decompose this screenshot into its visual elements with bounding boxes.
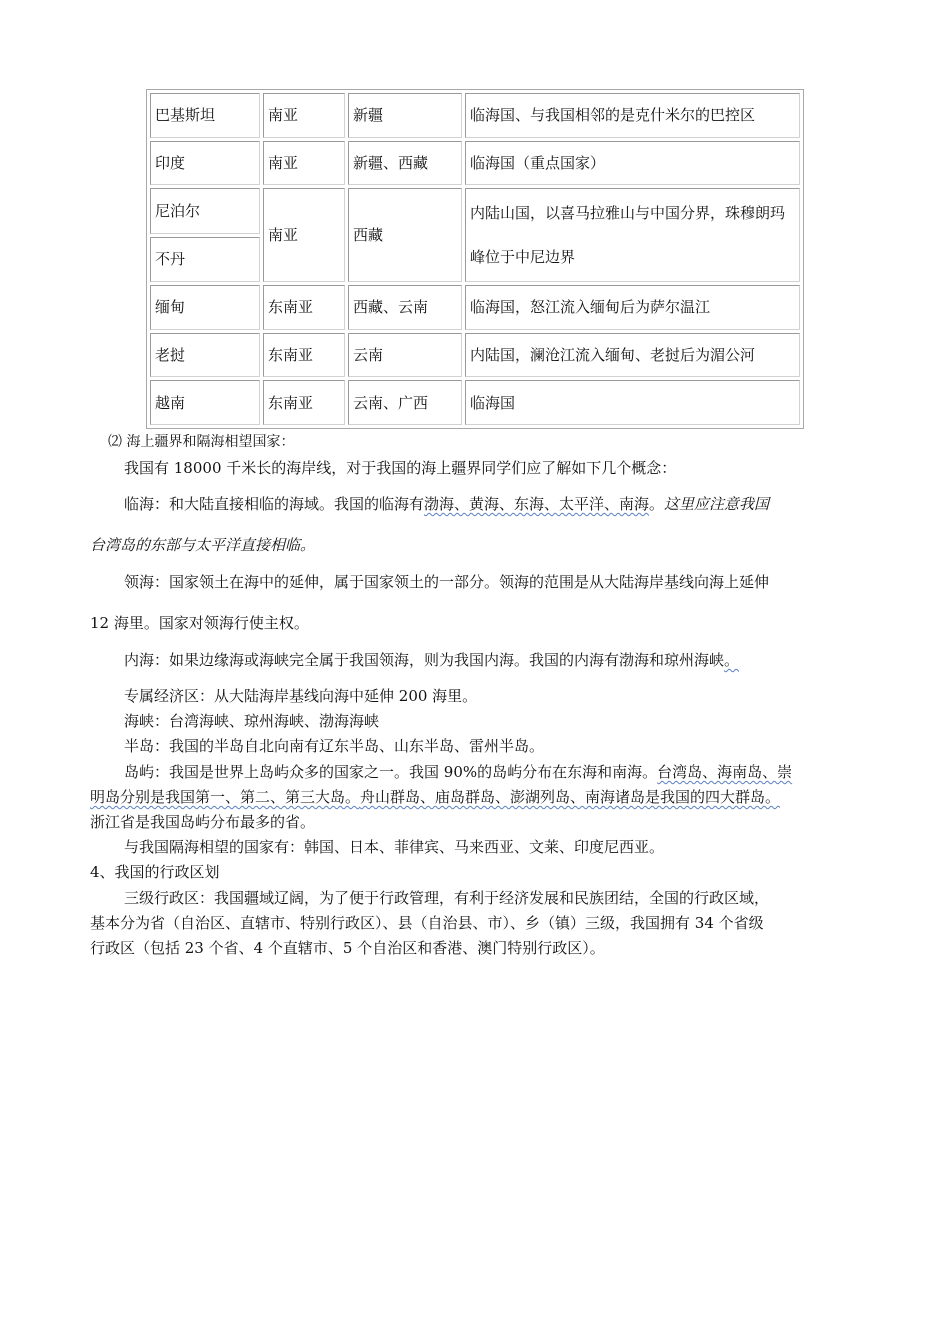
island-groups: 舟山群岛、庙岛群岛、澎湖列岛、南海诸岛是我国的四大群岛。 <box>360 788 781 806</box>
paragraph-strait: 海峡：台湾海峡、琼州海峡、渤海海峡 <box>124 712 380 730</box>
section-heading-sea: ⑵ 海上疆界和隔海相望国家： <box>108 434 295 450</box>
paragraph-peninsula: 半岛：我国的半岛自北向南有辽东半岛、山东半岛、雷州半岛。 <box>124 737 545 755</box>
table-cell: 南亚 <box>263 188 345 281</box>
table-cell: 临海国（重点国家） <box>465 141 800 186</box>
table-row <box>150 333 800 378</box>
table-cell: 不丹 <box>150 237 260 282</box>
table-cell: 临海国，怒江流入缅甸后为萨尔温江 <box>465 285 800 330</box>
island-text: 岛屿：我国是世界上岛屿众多的国家之一。我国 90%的岛屿分布在东海和南海。 <box>124 763 658 781</box>
table-cell: 东南亚 <box>263 380 345 425</box>
table-row <box>150 188 800 233</box>
table-cell: 内陆国，澜沧江流入缅甸、老挝后为湄公河 <box>465 333 800 378</box>
table-cell: 老挝 <box>150 333 260 378</box>
table-row <box>150 93 800 138</box>
table-cell: 临海国 <box>465 380 800 425</box>
table-cell: 云南、广西 <box>348 380 462 425</box>
linhai-seas: 渤海、黄海、东海、太平洋、南海 <box>424 495 650 513</box>
table-cell: 云南 <box>348 333 462 378</box>
paragraph-island-cont <box>90 787 780 807</box>
table-cell: 越南 <box>150 380 260 425</box>
linhai-text: 临海：和大陆直接相临的海域。我国的临海有 <box>124 495 425 513</box>
table-cell: 东南亚 <box>263 285 345 330</box>
island-top3: 台湾岛、海南岛、崇 <box>657 763 793 781</box>
island-rank: 明岛分别是我国第一、第二、第三大岛。 <box>90 788 361 806</box>
table-cell: 西藏、云南 <box>348 285 462 330</box>
table-row <box>150 380 800 425</box>
table-cell: 南亚 <box>263 93 345 138</box>
paragraph-linhai <box>124 494 769 514</box>
paragraph-island-zhejiang: 浙江省是我国岛屿分布最多的省。 <box>90 813 316 831</box>
neighbor-countries-table <box>146 89 804 429</box>
neihai-term: 内海 <box>124 651 155 669</box>
table-cell: 缅甸 <box>150 285 260 330</box>
table-cell: 南亚 <box>263 141 345 186</box>
paragraph-coastline: 我国有 18000 千米长的海岸线，对于我国的海上疆界同学们应了解如下几个概念： <box>124 459 677 477</box>
paragraph-linhai-cont: 台湾岛的东部与太平洋直接相临。 <box>90 536 316 554</box>
paragraph-linghai-cont: 12 海里。国家对领海行使主权。 <box>90 614 309 632</box>
paragraph-linghai: 领海：国家领土在海中的延伸，属于国家领土的一部分。领海的范围是从大陆海岸基线向海上延伸 <box>124 573 770 591</box>
table-cell: 巴基斯坦 <box>150 93 260 138</box>
table-cell: 新疆 <box>348 93 462 138</box>
neihai-text: ：如果边缘海或海峡完全属于我国领海，则为我国内海。我国的内海有渤海和琼州海峡 <box>154 651 725 669</box>
linhai-note: 这里应注意我国 <box>664 495 770 513</box>
table-row <box>150 285 800 330</box>
paragraph-eez: 专属经济区：从大陆海岸基线向海中延伸 200 海里。 <box>124 687 478 705</box>
section-heading-admin: 4、我国的行政区划 <box>90 863 220 881</box>
paragraph-admin-cont: 基本分为省（自治区、直辖市、特别行政区）、县（自治县、市）、乡（镇）三级，我国拥有 34 个省级 <box>90 914 764 932</box>
table-cell: 东南亚 <box>263 333 345 378</box>
table-cell: 新疆、西藏 <box>348 141 462 186</box>
paragraph-neihai <box>124 650 739 670</box>
paragraph-admin: 三级行政区：我国疆域辽阔，为了便于行政管理，有利于经济发展和民族团结，全国的行政区域， <box>124 889 770 907</box>
table-cell: 内陆山国，以喜马拉雅山与中国分界，珠穆朗玛峰位于中尼边界 <box>465 188 800 281</box>
linhai-period: 。 <box>649 495 665 513</box>
table-row <box>150 141 800 186</box>
paragraph-island <box>124 762 792 782</box>
table-cell: 临海国、与我国相邻的是克什米尔的巴控区 <box>465 93 800 138</box>
table-cell: 印度 <box>150 141 260 186</box>
paragraph-neighbors: 与我国隔海相望的国家有：韩国、日本、菲律宾、马来西亚、文莱、印度尼西亚。 <box>124 838 665 856</box>
neihai-period: 。 <box>724 651 740 669</box>
table-cell: 尼泊尔 <box>150 188 260 233</box>
paragraph-admin-cont-2: 行政区（包括 23 个省、4 个直辖市、5 个自治区和香港、澳门特别行政区）。 <box>90 939 605 957</box>
table-cell: 西藏 <box>348 188 462 281</box>
